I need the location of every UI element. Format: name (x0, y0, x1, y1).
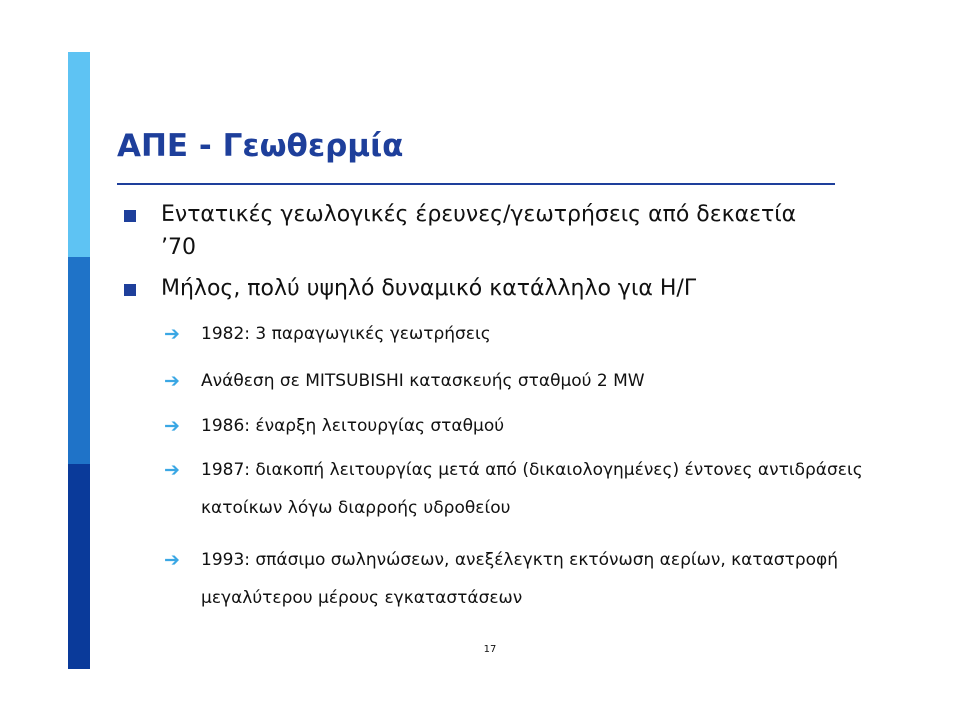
arrow-right-icon: ➔ (164, 370, 180, 392)
sub-bullet-text: 1993: σπάσιμο σωληνώσεων, ανεξέλεγκτη εκτόνωση αερίων, καταστροφή μεγαλύτερου μέρους εγκαταστάσεων (201, 550, 839, 608)
arrow-right-icon: ➔ (164, 415, 180, 437)
page-number: 17 (483, 644, 497, 655)
sub-bullet-item (164, 315, 864, 353)
bullet-text: Μήλος, πολύ υψηλό δυναμικό κατάλληλο για Η/Γ (161, 276, 697, 301)
bullet-text: Εντατικές γεωλογικές έρευνες/γεωτρήσεις από δεκαετία ’70 (161, 202, 797, 260)
side-bar-medium-segment (68, 257, 90, 464)
title-underline (117, 183, 835, 185)
sub-bullet-item (164, 362, 864, 400)
sub-bullet-item (164, 541, 864, 617)
square-bullet-icon (124, 284, 136, 296)
sub-bullet-text: 1986: έναρξη λειτουργίας σταθμού (201, 416, 505, 436)
side-bar-light-segment (68, 52, 90, 257)
sub-bullet-item (164, 407, 864, 445)
square-bullet-icon (124, 210, 136, 222)
sub-bullet-text: 1987: διακοπή λειτουργίας μετά από (δικαιολογημένες) έντονες αντιδράσεις κατοίκων λόγω διαρροής υδροθείου (201, 460, 863, 518)
bullet-item (124, 272, 814, 305)
sub-bullet-text: 1982: 3 παραγωγικές γεωτρήσεις (201, 324, 491, 344)
arrow-right-icon: ➔ (164, 323, 180, 345)
sub-bullet-item (164, 451, 864, 527)
slide-title: ΑΠΕ - Γεωθερμία (117, 128, 404, 164)
side-bar-dark-segment (68, 464, 90, 669)
arrow-right-icon: ➔ (164, 459, 180, 481)
sub-bullet-text: Ανάθεση σε MITSUBISHI κατασκευής σταθμού 2 MW (201, 371, 645, 391)
arrow-right-icon: ➔ (164, 549, 180, 571)
bullet-item (124, 198, 814, 264)
